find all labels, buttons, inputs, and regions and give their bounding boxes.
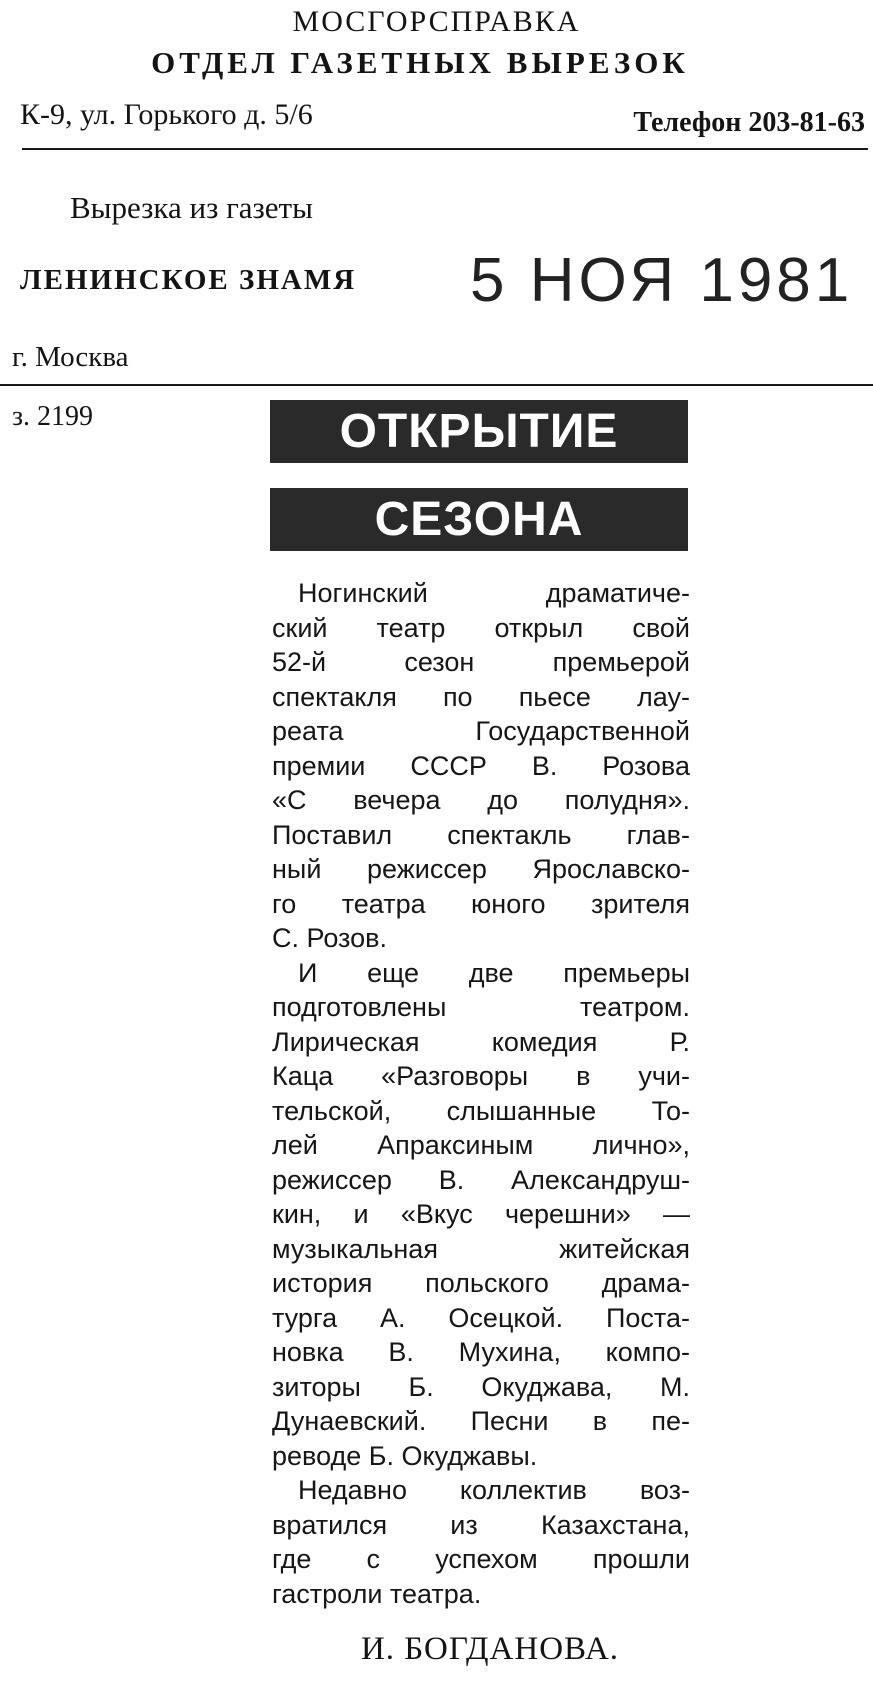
article-paragraph-2 [272,956,690,1474]
article-line: ный режиссер Ярославско- [272,854,690,884]
agency-phone: Телефон 203-81-63 [633,107,865,138]
article-line: реата Государственной [272,716,690,746]
article-line: реводе Б. Окуджавы. [272,1440,538,1471]
article-paragraph-3 [272,1473,690,1611]
article-paragraph-1 [272,576,690,956]
article-line: го театра юного зрителя [272,888,690,919]
article-line: кин, и «Вкус черешни» — [272,1199,690,1229]
article-line: история польского драма- [272,1268,690,1298]
headline-line-2: СЕЗОНА [270,488,688,551]
headline-line-1: ОТКРЫТИЕ [270,400,688,463]
article-line: «С вечера до полудня». [272,785,690,815]
agency-name: МОСГОРСПРАВКА [292,5,581,38]
order-number: з. 2199 [12,401,94,432]
article-line: где с успехом прошли [272,1544,690,1574]
article-line: С. Розов. [272,923,387,953]
article-line: Недавно коллектив воз- [298,1475,690,1505]
article-line: Дунаевский. Песни в пе- [272,1406,690,1436]
date-stamp: 5 НОЯ 1981 [470,246,854,315]
article-line: подготовлены театром. [272,992,690,1022]
article-line: лей Апраксиным лично», [272,1130,690,1160]
article-line: вратился из Казахстана, [272,1509,690,1540]
article-line: премии СССР В. Розова [272,750,690,781]
section-divider [0,384,873,386]
article-line: гастроли театра. [272,1578,482,1609]
header-divider [22,148,868,150]
article-line: турга А. Осецкой. Поста- [272,1302,690,1333]
newspaper-name: ЛЕНИНСКОЕ ЗНАМЯ [20,264,357,296]
clipping-label: Вырезка из газеты [70,190,313,225]
article-line: 52-й сезон премьерой [272,647,690,677]
article-line: спектакля по пьесе лау- [272,681,690,712]
agency-address: К-9, ул. Горького д. 5/6 [20,98,313,131]
department-name: ОТДЕЛ ГАЗЕТНЫХ ВЫРЕЗОК [151,45,689,80]
article-body [272,576,690,1611]
article-line: Ногинский драматиче- [298,578,690,608]
city-label: г. Москва [12,341,129,373]
article-line: новка В. Мухина, компо- [272,1337,690,1367]
article-line: ский театр открыл свой [272,612,690,643]
article-line: Лирическая комедия Р. [272,1026,690,1057]
article-line: режиссер В. Александруш- [272,1164,690,1195]
article-line: музыкальная житейская [272,1233,690,1264]
article-line: зиторы Б. Окуджава, М. [272,1371,690,1402]
article-line: И еще две премьеры [298,957,690,988]
article-line: тельской, слышанные То- [272,1095,690,1126]
author-signature: И. БОГДАНОВА. [360,1631,620,1667]
article-line: Каца «Разговоры в учи- [272,1061,690,1091]
article-line: Поставил спектакль глав- [272,819,690,850]
